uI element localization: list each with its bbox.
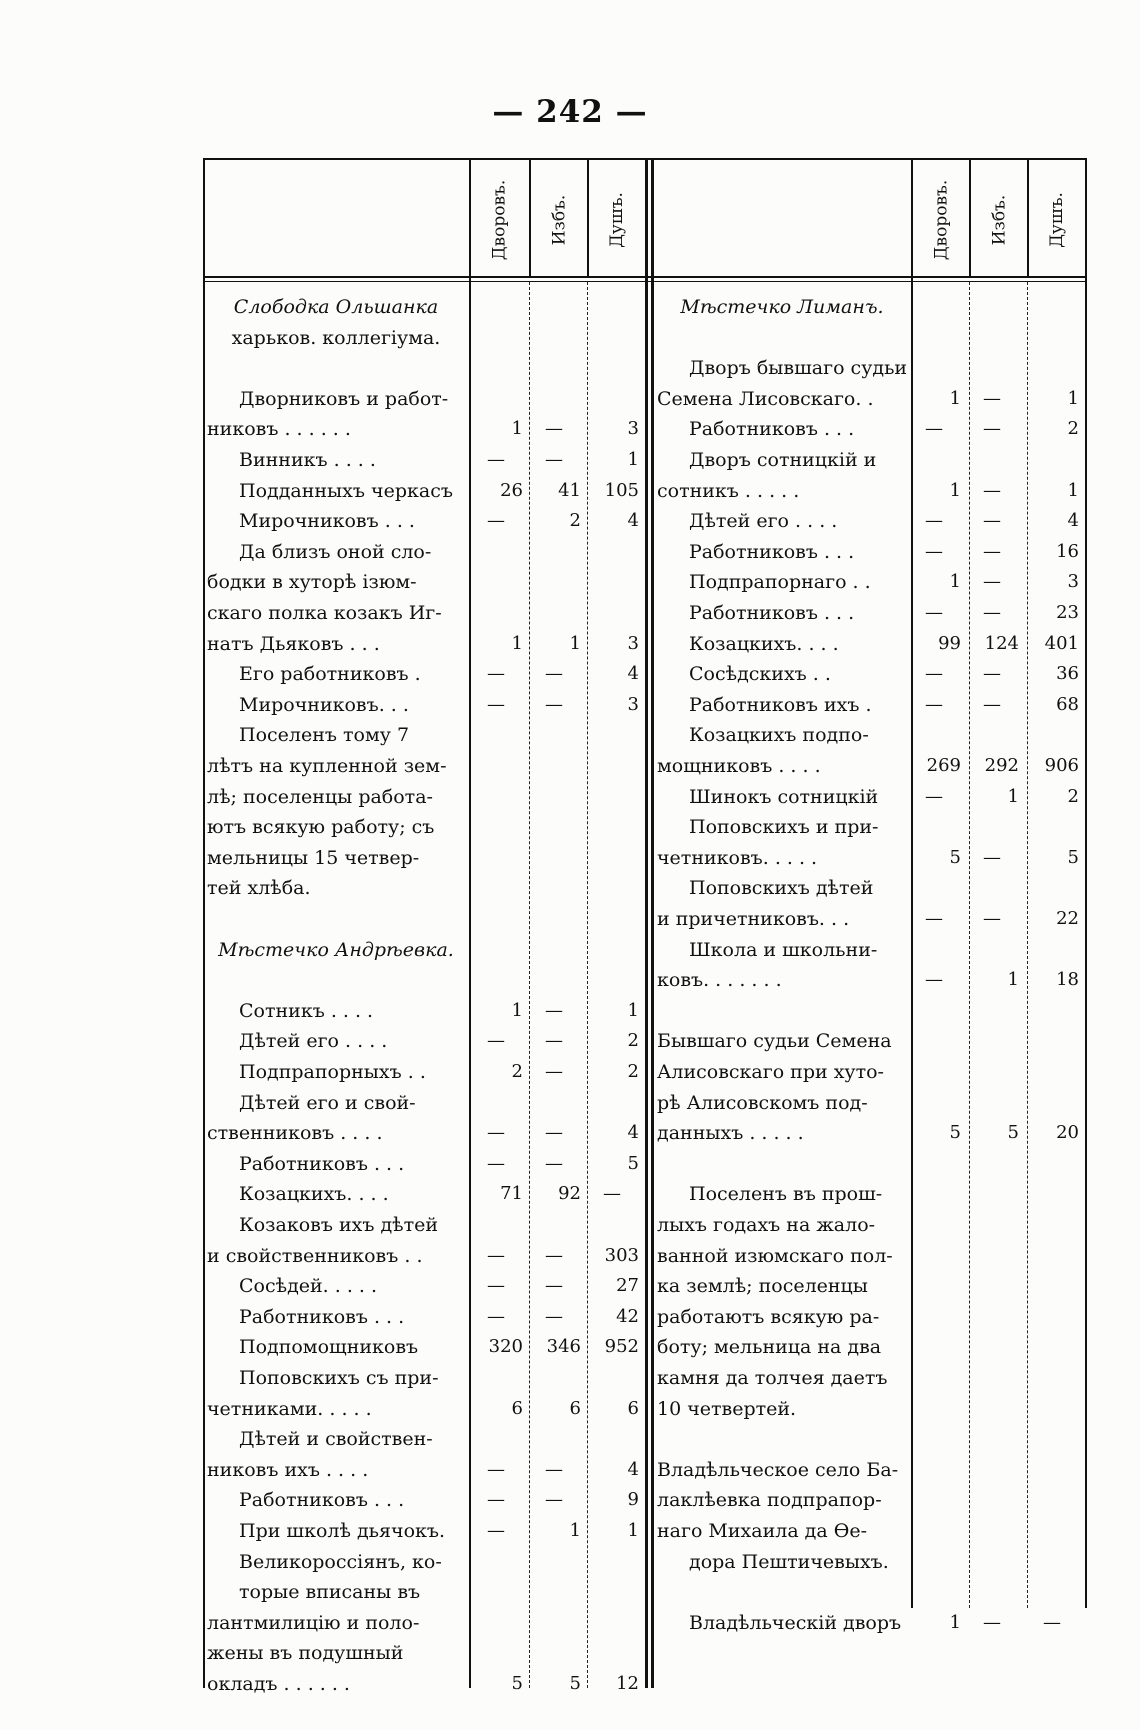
- count-dush: 12: [616, 1673, 639, 1694]
- row-label: лѣ; поселенцы работа-: [207, 785, 433, 808]
- row-label: мельницы 15 четвер-: [207, 846, 420, 869]
- row-label: ковъ. . . . . . .: [657, 969, 782, 992]
- row-label: и причетниковъ. . .: [657, 908, 850, 930]
- count-dvorov: —: [487, 1122, 505, 1144]
- count-dvorov: —: [487, 1244, 505, 1266]
- count-izb: 346: [546, 1336, 581, 1358]
- table-row: [203, 753, 1087, 779]
- table-row: [203, 692, 1087, 718]
- table-row: [203, 875, 1087, 901]
- table-row: [203, 967, 1087, 993]
- row-label: Дѣтей его и свой-: [239, 1091, 416, 1114]
- row-label: Сосѣдскихъ . .: [689, 663, 831, 686]
- count-dvorov: —: [925, 602, 943, 623]
- count-izb: —: [983, 663, 1001, 685]
- count-izb: —: [983, 1611, 1001, 1633]
- count-izb: —: [983, 479, 1001, 501]
- table-row: [203, 1243, 1087, 1269]
- table-row: [203, 1426, 1087, 1452]
- count-dvorov: —: [487, 449, 505, 470]
- count-izb: 1: [569, 632, 581, 654]
- count-izb: 124: [984, 632, 1019, 654]
- row-label: лѣтъ на купленной зем-: [207, 755, 447, 777]
- table-row: [203, 1518, 1087, 1544]
- count-dush: 303: [604, 1244, 639, 1266]
- count-dush: 6: [627, 1397, 639, 1419]
- table-row: [203, 386, 1087, 412]
- row-label: Работниковъ . . .: [239, 1305, 405, 1328]
- table-row: [203, 569, 1087, 595]
- table-row: [203, 1640, 1087, 1666]
- count-dush: 401: [1044, 632, 1079, 654]
- right-header-izb: Избъ.: [989, 194, 1009, 246]
- left-header-dush: Душъ.: [606, 192, 627, 248]
- row-label: Мирочниковъ. . .: [239, 693, 409, 716]
- row-label: Работниковъ ихъ .: [689, 693, 872, 716]
- count-dush: 1: [627, 999, 639, 1021]
- count-dvorov: —: [487, 693, 505, 715]
- count-dush: 22: [1056, 908, 1079, 929]
- count-dvorov: —: [925, 693, 943, 715]
- row-label: бодки в хуторѣ ізюм-: [207, 571, 417, 594]
- row-label: и свойственниковъ . .: [207, 1244, 423, 1267]
- table-row: [203, 1396, 1087, 1422]
- count-dvorov: 2: [511, 1061, 523, 1082]
- table-row: [203, 784, 1087, 810]
- row-label: Его работниковъ .: [239, 663, 421, 686]
- row-label: Алисовскаго при хуто-: [657, 1061, 884, 1083]
- row-label: Поповскихъ дѣтей: [689, 877, 874, 900]
- count-dvorov: 320: [488, 1336, 523, 1358]
- row-label: ванной изюмскаго пол-: [657, 1244, 893, 1267]
- count-dvorov: —: [487, 1489, 505, 1511]
- count-dush: 2: [627, 1030, 639, 1052]
- count-dvorov: 99: [938, 632, 961, 654]
- count-izb: —: [545, 449, 563, 470]
- count-izb: —: [545, 418, 563, 440]
- row-label: Дѣтей его . . . .: [689, 510, 838, 533]
- row-label: сотникъ . . . . .: [657, 479, 800, 502]
- table-row: [203, 447, 1087, 473]
- count-dush: 4: [627, 663, 639, 685]
- row-label: наго Михаила да Ѳе-: [657, 1520, 867, 1542]
- row-label: работаютъ всякую ра-: [657, 1305, 880, 1328]
- row-label: Работниковъ . . .: [689, 418, 855, 441]
- row-label: ка землѣ; поселенцы: [657, 1275, 868, 1298]
- count-dush: 5: [1067, 846, 1079, 868]
- row-label: Козаковъ ихъ дѣтей: [239, 1214, 439, 1236]
- table-row: [203, 631, 1087, 657]
- count-dush: 3: [1067, 571, 1079, 593]
- row-label: дора Пештичевыхъ.: [689, 1550, 889, 1573]
- count-izb: 92: [558, 1183, 581, 1205]
- row-label: Подпрапорнаго . .: [689, 571, 871, 594]
- count-dvorov: —: [925, 663, 943, 685]
- row-label: торые вписаны въ: [239, 1581, 421, 1604]
- count-dvorov: 5: [949, 1122, 961, 1144]
- count-izb: —: [545, 1305, 563, 1327]
- count-izb: —: [545, 693, 563, 715]
- row-label: Сосѣдей. . . . .: [239, 1275, 378, 1298]
- row-label: Мирочниковъ . . .: [239, 510, 415, 533]
- table-row: [203, 508, 1087, 534]
- count-dush: 18: [1056, 969, 1079, 991]
- count-izb: 2: [569, 510, 581, 532]
- row-label: никовъ ихъ . . . .: [207, 1458, 369, 1481]
- table-row: [203, 1579, 1087, 1605]
- row-label: Козацкихъ. . . .: [689, 632, 839, 655]
- count-izb: —: [983, 602, 1001, 623]
- count-izb: —: [545, 1122, 563, 1144]
- row-label: Винникъ . . . .: [239, 449, 376, 471]
- row-label: ютъ всякую работу; съ: [207, 816, 435, 839]
- count-dush: 3: [627, 418, 639, 440]
- row-label: мощниковъ . . . .: [657, 755, 821, 777]
- count-izb: —: [545, 1458, 563, 1480]
- row-label: никовъ . . . . . .: [207, 418, 351, 441]
- row-label: Работниковъ . . .: [239, 1489, 405, 1512]
- count-dush: 16: [1056, 540, 1079, 562]
- row-label: лыхъ годахъ на жало-: [657, 1214, 876, 1236]
- count-izb: 41: [558, 479, 581, 501]
- count-dush: 4: [627, 510, 639, 532]
- count-izb: —: [545, 1489, 563, 1511]
- row-label: Семена Лисовскаго. .: [657, 387, 874, 410]
- row-label: жены въ подушный: [207, 1642, 404, 1665]
- table-row: [203, 1610, 1087, 1636]
- count-dush: 2: [627, 1061, 639, 1082]
- row-label: Школа и школьни-: [689, 938, 878, 961]
- table-row: [203, 1671, 1087, 1697]
- table-row: [203, 478, 1087, 504]
- count-dush: 2: [1067, 785, 1079, 807]
- row-label: лаклѣевка подпрапор-: [657, 1489, 882, 1512]
- table-row: [203, 1365, 1087, 1391]
- table-row: [203, 416, 1087, 442]
- count-dvorov: 5: [949, 846, 961, 868]
- count-dvorov: 6: [511, 1397, 523, 1419]
- count-dvorov: —: [925, 908, 943, 929]
- table-row: [203, 325, 1087, 351]
- count-dvorov: 1: [949, 479, 961, 501]
- count-dvorov: 1: [949, 571, 961, 593]
- row-label: камня да толчея даетъ: [657, 1367, 888, 1389]
- count-dvorov: 1: [949, 387, 961, 409]
- count-dvorov: 1: [511, 418, 523, 440]
- count-dvorov: —: [487, 510, 505, 532]
- count-dvorov: —: [487, 1275, 505, 1297]
- count-izb: —: [983, 418, 1001, 440]
- count-dush: 1: [1067, 387, 1079, 409]
- row-label: Сотникъ . . . .: [239, 999, 374, 1022]
- row-label: Дѣтей и свойствен-: [239, 1428, 433, 1451]
- count-dvorov: 5: [511, 1673, 523, 1694]
- table-row: [203, 1028, 1087, 1054]
- row-label: Шинокъ сотницкій: [689, 785, 879, 808]
- table-row: [203, 1151, 1087, 1177]
- table-row: [203, 998, 1087, 1024]
- table-row: [203, 814, 1087, 840]
- row-label: Работниковъ . . .: [689, 602, 855, 624]
- count-izb: —: [983, 571, 1001, 593]
- row-label: Поселенъ въ прош-: [689, 1183, 883, 1206]
- row-label: Козацкихъ подпо-: [689, 724, 869, 747]
- count-dvorov: —: [487, 1152, 505, 1174]
- count-izb: —: [983, 846, 1001, 868]
- count-dvorov: —: [487, 663, 505, 685]
- count-dush: 105: [604, 479, 639, 501]
- row-label: Владѣльческое село Ба-: [657, 1458, 899, 1481]
- table-row: [203, 1212, 1087, 1238]
- table-row: [203, 1487, 1087, 1513]
- row-label: Подданныхъ черкасъ: [239, 479, 453, 502]
- count-dush: 4: [627, 1122, 639, 1144]
- count-dush: 906: [1044, 755, 1079, 776]
- count-dush: 23: [1056, 602, 1079, 623]
- count-izb: —: [983, 908, 1001, 929]
- count-dush: 1: [1067, 479, 1079, 501]
- count-izb: —: [983, 387, 1001, 409]
- count-dush: 952: [604, 1336, 639, 1358]
- table-row: [203, 600, 1087, 626]
- row-label: Дворниковъ и работ-: [239, 387, 449, 410]
- count-dvorov: 269: [926, 755, 961, 776]
- count-dvorov: 1: [511, 999, 523, 1021]
- row-label: данныхъ . . . . .: [657, 1122, 804, 1145]
- table-row: [203, 1549, 1087, 1575]
- table-row: [203, 1457, 1087, 1483]
- count-dush: 68: [1056, 693, 1079, 715]
- table-row: [203, 937, 1087, 963]
- row-label: Великороссіянъ, ко-: [239, 1550, 442, 1573]
- count-izb: 1: [1007, 785, 1019, 807]
- row-label: окладъ . . . . . .: [207, 1673, 350, 1695]
- row-label: ственниковъ . . . .: [207, 1122, 383, 1145]
- table-row: [203, 845, 1087, 871]
- count-izb: —: [545, 663, 563, 685]
- row-label: 10 четвертей.: [657, 1397, 797, 1420]
- count-dvorov: —: [487, 1305, 505, 1327]
- count-dush: 9: [627, 1489, 639, 1511]
- right-header-dvorov: Дворовъ.: [931, 179, 952, 261]
- count-dush: 27: [616, 1275, 639, 1297]
- count-dvorov: —: [487, 1458, 505, 1480]
- row-label: Мѣстечко Андрѣевка.: [218, 938, 454, 961]
- count-izb: —: [545, 999, 563, 1021]
- count-dvorov: 1: [949, 1611, 961, 1633]
- count-dush: 5: [627, 1152, 639, 1174]
- count-izb: 5: [1007, 1122, 1019, 1144]
- table-row: [203, 1181, 1087, 1207]
- table-row: [203, 1120, 1087, 1146]
- row-label: лантмилицію и поло-: [207, 1611, 420, 1634]
- row-label: Козацкихъ. . . .: [239, 1183, 389, 1206]
- row-label: Подпомощниковъ: [239, 1336, 419, 1359]
- count-dush: 42: [616, 1305, 639, 1327]
- count-izb: —: [545, 1275, 563, 1297]
- table-row: [203, 1334, 1087, 1360]
- count-dvorov: —: [487, 1030, 505, 1052]
- count-izb: —: [983, 510, 1001, 532]
- count-izb: —: [545, 1061, 563, 1082]
- count-izb: 6: [569, 1397, 581, 1419]
- page-number: — 242 —: [492, 94, 648, 130]
- row-label: натъ Дьяковъ . . .: [207, 632, 380, 655]
- row-label: четниковъ. . . . .: [657, 846, 818, 869]
- row-label: Да близъ оной сло-: [239, 540, 432, 563]
- count-dvorov: —: [487, 1520, 505, 1541]
- table-row: [203, 539, 1087, 565]
- count-izb: —: [545, 1244, 563, 1266]
- count-dush: 20: [1056, 1122, 1079, 1144]
- count-izb: 292: [984, 755, 1019, 776]
- count-izb: —: [545, 1152, 563, 1174]
- count-dush: —: [603, 1183, 621, 1205]
- count-dush: 3: [627, 632, 639, 654]
- count-dush: 1: [627, 1520, 639, 1541]
- table-row: [203, 661, 1087, 687]
- row-label: Дворъ бывшаго судьи: [689, 357, 907, 380]
- table-row: [203, 722, 1087, 748]
- count-dvorov: —: [925, 785, 943, 807]
- count-dush: 4: [627, 1458, 639, 1480]
- table-row: [203, 355, 1087, 381]
- row-label: Мѣстечко Лиманъ.: [680, 296, 884, 318]
- count-dvorov: —: [925, 540, 943, 562]
- census-table: [203, 158, 1087, 1695]
- row-label: Слободка Ольшанка: [233, 296, 439, 318]
- count-dush: 3: [627, 693, 639, 715]
- row-label: тей хлѣба.: [207, 877, 311, 900]
- left-header-izb: Избъ.: [549, 194, 569, 246]
- count-dvorov: 71: [500, 1183, 523, 1205]
- count-dush: 2: [1067, 418, 1079, 440]
- row-label: рѣ Алисовскомъ под-: [657, 1091, 868, 1114]
- count-dush: 4: [1067, 510, 1079, 532]
- count-dvorov: —: [925, 510, 943, 532]
- row-label: Работниковъ . . .: [239, 1152, 405, 1175]
- table-row: [203, 1059, 1087, 1085]
- table-row: [203, 906, 1087, 932]
- row-label: Поповскихъ съ при-: [239, 1367, 439, 1389]
- row-label: Поселенъ тому 7: [239, 724, 410, 747]
- count-dvorov: 1: [511, 632, 523, 654]
- left-header-dvorov: Дворовъ.: [489, 179, 510, 261]
- table-row: [203, 1273, 1087, 1299]
- row-label: скаго полка козакъ Иг-: [207, 602, 442, 624]
- table-row: [203, 1090, 1087, 1116]
- row-label: При школѣ дьячокъ.: [239, 1520, 446, 1542]
- count-izb: 1: [1007, 969, 1019, 991]
- count-izb: —: [983, 693, 1001, 715]
- row-label: Дворъ сотницкій и: [689, 449, 877, 471]
- count-izb: 5: [569, 1673, 581, 1694]
- row-label: Дѣтей его . . . .: [239, 1030, 388, 1053]
- row-label: боту; мельница на два: [657, 1336, 882, 1359]
- count-dush: —: [1043, 1611, 1061, 1633]
- count-dush: 36: [1056, 663, 1079, 685]
- row-label: Владѣльческій дворъ: [689, 1611, 902, 1634]
- count-izb: 1: [569, 1520, 581, 1541]
- table-row: [203, 294, 1087, 320]
- count-izb: —: [983, 540, 1001, 562]
- count-dush: 1: [627, 449, 639, 470]
- count-dvorov: 26: [500, 479, 523, 501]
- row-label: Бывшаго судьи Семена: [657, 1030, 892, 1053]
- right-header-dush: Душъ.: [1046, 192, 1067, 248]
- row-label: харьков. коллегіума.: [231, 326, 441, 349]
- row-label: Работниковъ . . .: [689, 540, 855, 563]
- row-label: четниками. . . . .: [207, 1397, 372, 1420]
- count-dvorov: —: [925, 969, 943, 991]
- table-row: [203, 1304, 1087, 1330]
- count-dvorov: —: [925, 418, 943, 440]
- row-label: Поповскихъ и при-: [689, 816, 879, 839]
- row-label: Подпрапорныхъ . .: [239, 1061, 426, 1083]
- count-izb: —: [545, 1030, 563, 1052]
